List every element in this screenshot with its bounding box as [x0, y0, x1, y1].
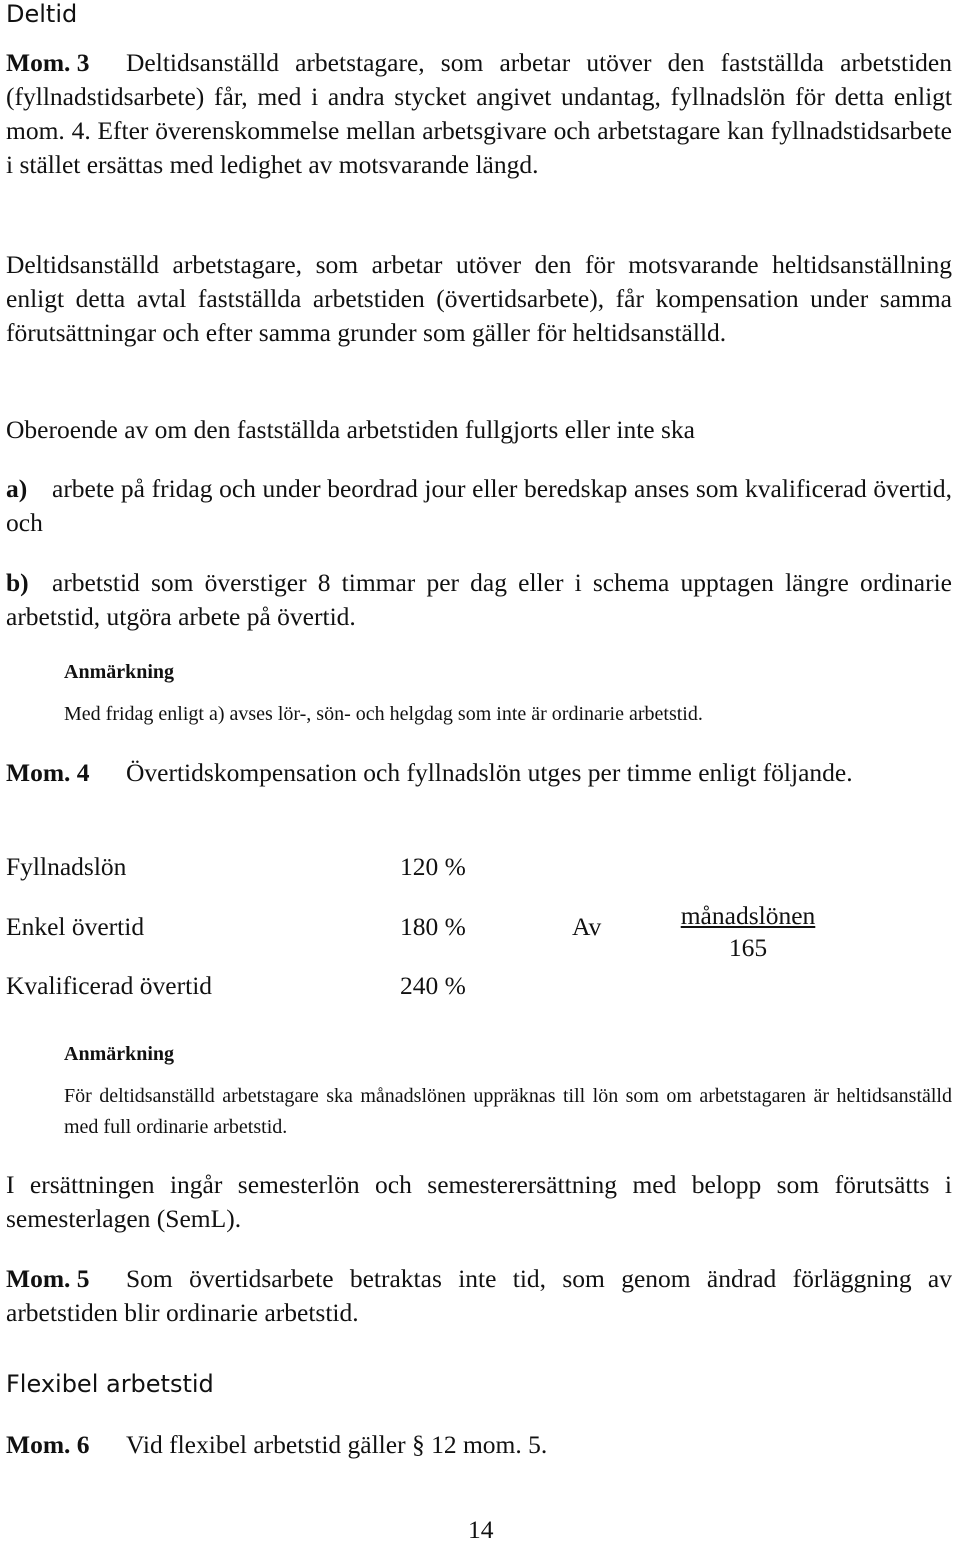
- mom3-text: Deltidsanställd arbetstagare, som arbetar utöver den fastställda arbetstiden (fyllnadstidsarbete) får, med i andra stycket angivet undantag, fyllnadslön för detta enligt mom. 4. Efter överenskommelse mellan arbetsgivare och arbetstagare kan fyllnadstidsarbete i stället ersättas med ledighet av motsvarande längd.: [6, 48, 952, 179]
- mom5-label: Mom. 5: [6, 1264, 90, 1293]
- mom5-paragraph: [6, 1262, 952, 1330]
- list-item-a-text: arbete på fridag och under beordrad jour eller beredskap anses som kvalificerad övertid, och: [6, 474, 952, 537]
- mom3-label: Mom. 3: [6, 48, 90, 77]
- mom6-text: Vid flexibel arbetstid gäller § 12 mom. 5.: [126, 1430, 548, 1459]
- note-manadslon: [64, 1039, 952, 1143]
- mom5-text: Som övertidsarbete betraktas inte tid, som genom ändrad förläggning av arbetstiden blir ordinarie arbetstid.: [6, 1264, 952, 1327]
- formula-av: Av: [572, 912, 602, 941]
- fraction-numerator: månadslönen: [680, 901, 816, 930]
- section-heading-deltid: Deltid: [6, 0, 78, 28]
- rate-label: Kvalificerad övertid: [6, 971, 213, 1000]
- mom4-label: Mom. 4: [6, 758, 90, 787]
- list-item-b: [6, 566, 952, 634]
- rate-label: Fyllnadslön: [6, 852, 127, 881]
- list-item-a-label: a): [6, 474, 28, 503]
- mom4-text: Övertidskompensation och fyllnadslön utges per timme enligt följande.: [126, 758, 853, 787]
- note-title: Anmärkning: [64, 1043, 175, 1065]
- paragraph-overtime-parttime: Deltidsanställd arbetstagare, som arbetar utöver den för motsvarande heltidsanställning enligt detta avtal fastställda arbetstiden (övertidsarbete), får kompensation under samma förutsättningar och efter samma grunder som gäller för heltidsanställd.: [6, 250, 952, 347]
- note-text: För deltidsanställd arbetstagare ska månadslönen uppräknas till lön som om arbetstagaren är heltidsanställd med full ordinarie arbetstid.: [64, 1085, 952, 1138]
- page-number: 14: [468, 1515, 494, 1544]
- mom3-paragraph: [6, 46, 952, 182]
- paragraph-semester: I ersättningen ingår semesterlön och semesterersättning med belopp som förutsätts i semesterlagen (SemL).: [6, 1170, 952, 1233]
- mom6-label: Mom. 6: [6, 1430, 90, 1459]
- fraction-denominator: 165: [728, 933, 768, 962]
- list-item-b-text: arbetstid som överstiger 8 timmar per dag eller i schema upptagen längre ordinarie arbetstid, utgöra arbete på övertid.: [6, 568, 952, 631]
- rate-value: 120 %: [400, 852, 466, 881]
- list-item-a: [6, 472, 952, 540]
- formula-fraction: [668, 900, 828, 964]
- rate-value: 180 %: [400, 912, 466, 941]
- paragraph-independent: Oberoende av om den fastställda arbetstiden fullgjorts eller inte ska: [6, 415, 695, 444]
- note-title: Anmärkning: [64, 661, 175, 683]
- rate-label: Enkel övertid: [6, 912, 145, 941]
- mom6-paragraph: [6, 1428, 952, 1462]
- note-text: Med fridag enligt a) avses lör-, sön- och helgdag som inte är ordinarie arbetstid.: [64, 703, 703, 725]
- note-fridag: [64, 657, 952, 730]
- list-item-b-label: b): [6, 568, 29, 597]
- section-heading-flexibel: Flexibel arbetstid: [6, 1370, 214, 1398]
- mom4-paragraph: [6, 756, 952, 790]
- rate-value: 240 %: [400, 971, 466, 1000]
